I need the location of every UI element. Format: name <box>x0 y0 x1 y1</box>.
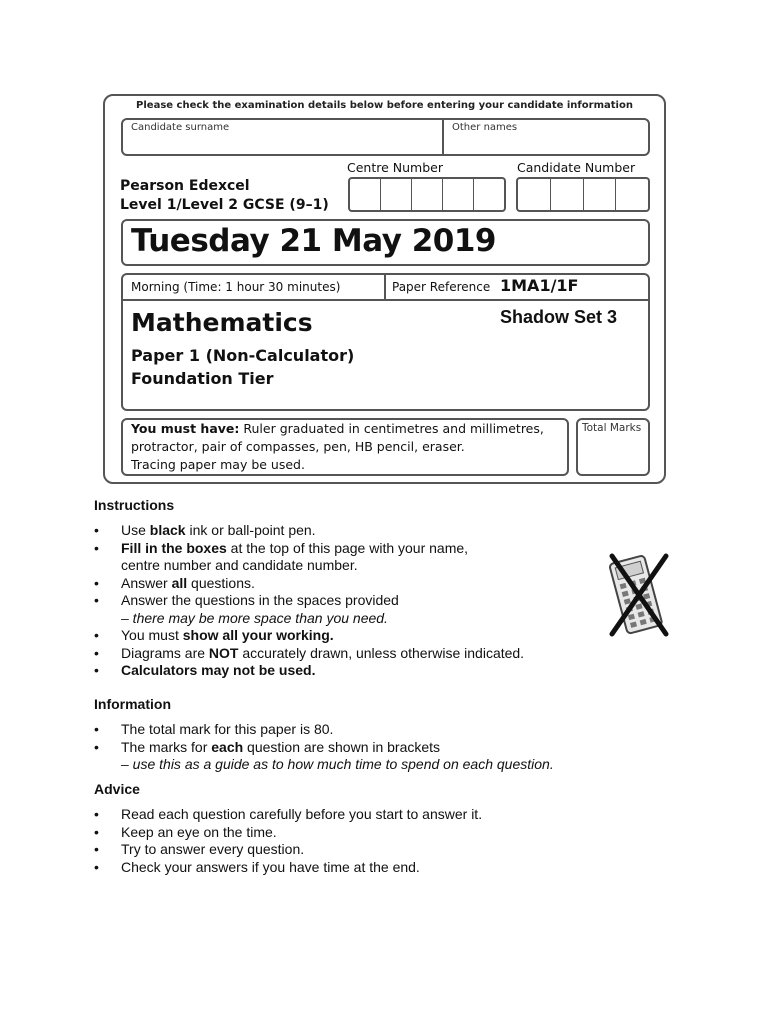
instructions-heading: Instructions <box>94 497 175 513</box>
candidate-digit-box[interactable] <box>616 179 648 210</box>
list-item: • Answer all questions. <box>94 575 594 593</box>
other-names-field[interactable] <box>448 136 644 154</box>
centre-digit-box[interactable] <box>350 179 381 210</box>
session-col-divider <box>384 273 386 300</box>
advice-heading: Advice <box>94 781 140 797</box>
must-have-line3: Tracing paper may be used. <box>131 457 305 472</box>
centre-number-boxes[interactable] <box>348 177 506 212</box>
must-have-text <box>131 420 563 474</box>
candidate-number-label: Candidate Number <box>517 160 636 175</box>
must-have-label: You must have: <box>131 421 240 436</box>
total-marks-label: Total Marks <box>582 422 642 434</box>
must-have-line1: Ruler graduated in centimetres and millimetres, <box>239 421 544 436</box>
qualification-level: Level 1/Level 2 GCSE (9–1) <box>120 197 329 213</box>
candidate-surname-field[interactable] <box>126 136 438 154</box>
paper-title <box>131 344 354 390</box>
instructions-list <box>94 522 594 680</box>
session-time: Morning (Time: 1 hour 30 minutes) <box>131 280 341 294</box>
paper-number: Paper 1 (Non-Calculator) <box>131 346 355 365</box>
paper-reference-code: 1MA1/1F <box>500 276 579 295</box>
list-item: • Fill in the boxes at the top of this page with your name, <box>94 540 594 558</box>
list-item: • Answer the questions in the spaces provided <box>94 592 594 610</box>
list-item: • Keep an eye on the time. <box>94 824 674 842</box>
centre-digit-box[interactable] <box>412 179 443 210</box>
other-names-label: Other names <box>452 122 518 133</box>
centre-digit-box[interactable] <box>474 179 504 210</box>
list-item: • You must show all your working. <box>94 627 594 645</box>
name-row-divider <box>442 118 444 156</box>
list-item-continuation: – there may be more space than you need. <box>121 609 388 626</box>
list-item-continuation: centre number and candidate number. <box>121 557 358 573</box>
list-item: • Check your answers if you have time at the end. <box>94 859 674 877</box>
list-item: • The total mark for this paper is 80. <box>94 721 674 739</box>
exam-board <box>120 177 329 215</box>
check-details-notice: Please check the examination details below before entering your candidate information <box>136 100 633 111</box>
shadow-set-label: Shadow Set 3 <box>500 307 618 327</box>
board-name: Pearson Edexcel <box>120 178 250 194</box>
list-item: • Use black ink or ball-point pen. <box>94 522 594 540</box>
list-item: • Try to answer every question. <box>94 841 674 859</box>
exam-date: Tuesday 21 May 2019 <box>131 223 496 259</box>
no-calculator-icon <box>604 552 672 638</box>
centre-digit-box[interactable] <box>381 179 412 210</box>
candidate-number-boxes[interactable] <box>516 177 650 212</box>
list-item: • Calculators may not be used. <box>94 662 594 680</box>
list-item: • The marks for each question are shown in brackets <box>94 739 674 757</box>
candidate-surname-label: Candidate surname <box>131 122 230 133</box>
subject-title: Mathematics <box>131 308 313 337</box>
list-item: • Read each question carefully before you start to answer it. <box>94 806 674 824</box>
candidate-digit-box[interactable] <box>584 179 617 210</box>
must-have-line2: protractor, pair of compasses, pen, HB pencil, eraser. <box>131 439 465 454</box>
paper-tier: Foundation Tier <box>131 369 274 388</box>
paper-reference-label: Paper Reference <box>392 280 491 294</box>
centre-number-label: Centre Number <box>347 160 443 175</box>
list-item: • Diagrams are NOT accurately drawn, unless otherwise indicated. <box>94 645 594 663</box>
candidate-digit-box[interactable] <box>551 179 584 210</box>
advice-list <box>94 806 674 876</box>
list-item-continuation: – use this as a guide as to how much time to spend on each question. <box>121 756 554 772</box>
centre-digit-box[interactable] <box>443 179 474 210</box>
information-heading: Information <box>94 696 171 712</box>
information-list <box>94 721 674 774</box>
candidate-digit-box[interactable] <box>518 179 551 210</box>
